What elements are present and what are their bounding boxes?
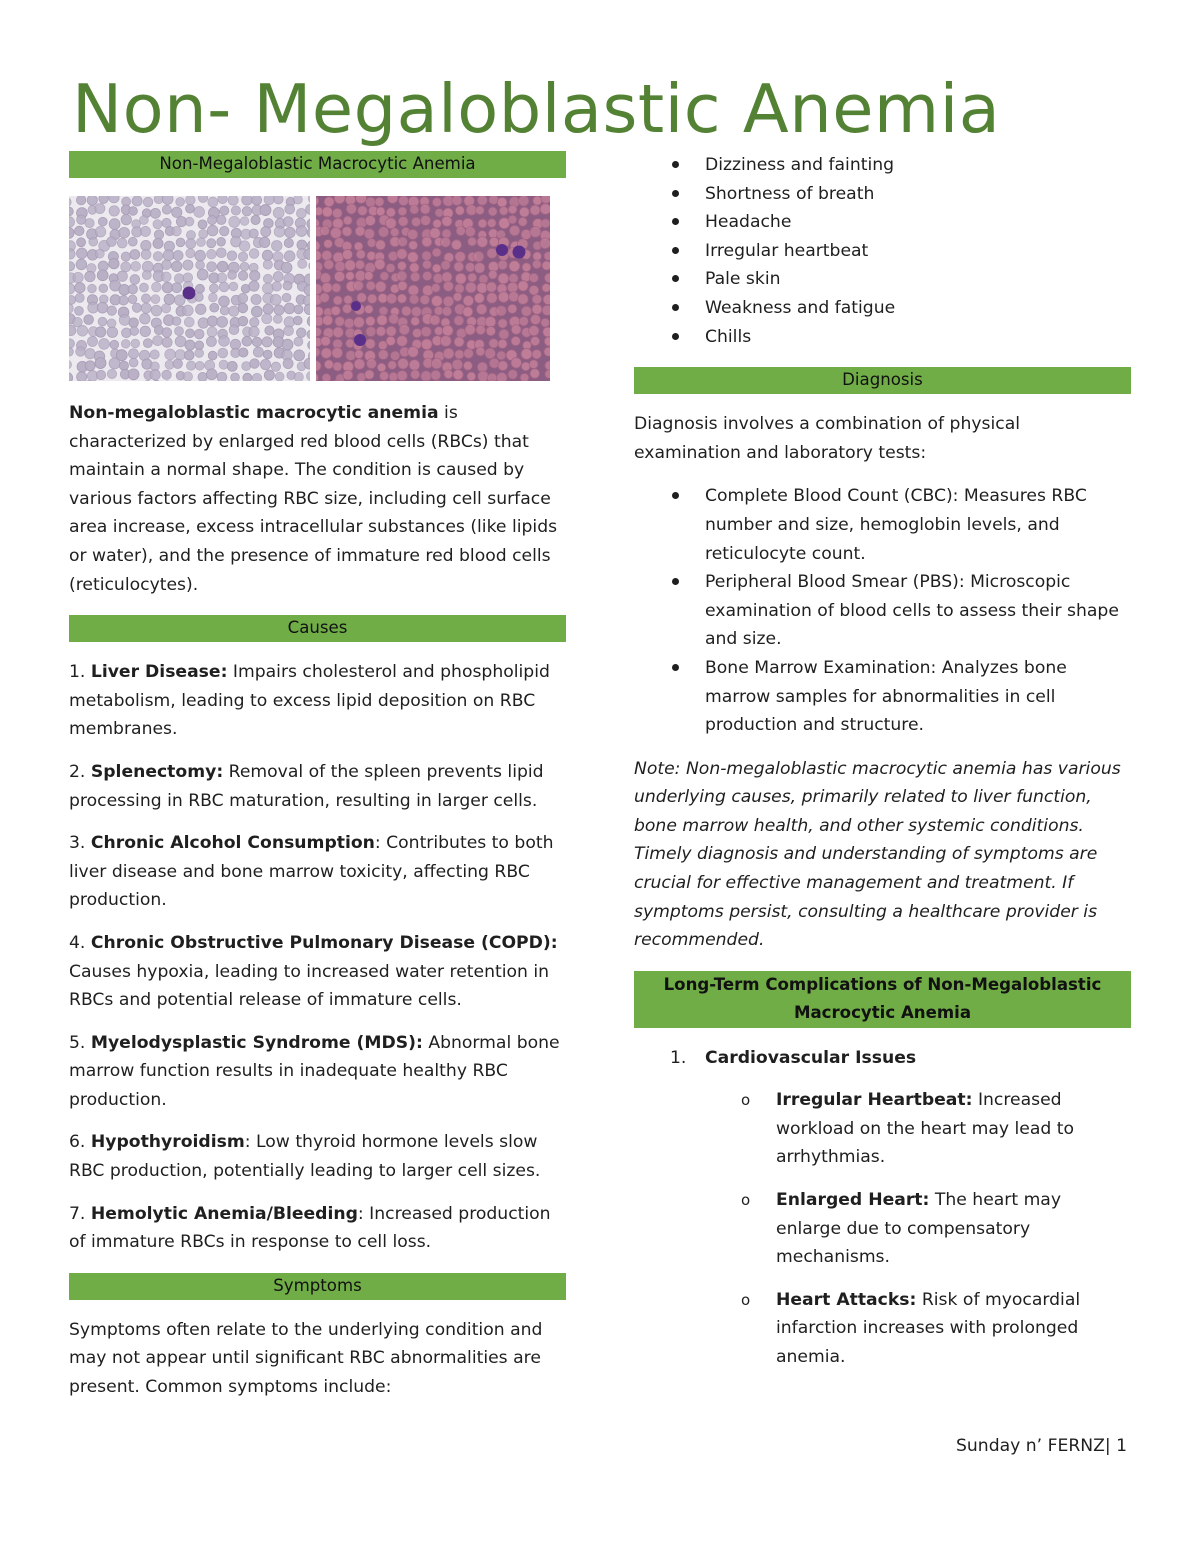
blood-smear-images [69,196,566,381]
cause-text: Abnormal bone marrow function results in inadequate healthy RBC production. [69,1032,560,1110]
section-header-symptoms: Symptoms [69,1273,566,1300]
section-header-diagnosis: Diagnosis [634,367,1131,394]
complication-text: Risk of myocardial infarction increases with prolonged anemia. [776,1289,1081,1367]
section-header-causes: Causes [69,615,566,642]
complication-group [634,1044,1131,1073]
causes-list [69,658,566,1257]
complication-item [634,1286,1131,1372]
complication-item [634,1186,1131,1272]
complication-group-title: Cardiovascular Issues [705,1047,917,1068]
symptoms-intro: Symptoms often relate to the underlying condition and may not appear until significant RBC abnormalities are present. Common symptoms include: [69,1319,543,1398]
left-column [69,151,566,1402]
cause-text: Impairs cholesterol and phospholipid metabolism, leading to excess lipid deposition on RBC membranes. [69,662,550,740]
cause-name: Splenectomy: [90,761,224,782]
complication-text: The heart may enlarge due to compensatory mechanisms. [776,1190,1062,1268]
symptom-item: Irregular heartbeat [634,237,1131,266]
circle-bullet-icon: o [741,1191,751,1210]
diagnosis-note: Note: Non-megaloblastic macrocytic anemia has various underlying causes, primarily related to liver function, bone marrow health, and other systemic conditions. Timely diagnosis and understanding of symptoms are crucial for effective management and treatment. If symptoms persist, consulting a healthcare provider is recommended. [634,758,1121,951]
cause-item: 3. Chronic Alcohol Consumption: Contributes to both liver disease and bone marrow toxicity, affecting RBC production. [69,833,554,911]
circle-bullet-icon: o [741,1290,751,1309]
complication-text: Increased workload on the heart may lead to arrhythmias. [776,1090,1075,1168]
diagnosis-intro: Diagnosis involves a combination of physical examination and laboratory tests: [634,414,1020,463]
cause-text: Removal of the spleen prevents lipid processing in RBC maturation, resulting in larger cells. [69,761,544,811]
cause-item: 6. Hypothyroidism: Low thyroid hormone levels slow RBC production, potentially leading to larger cell sizes. [69,1132,541,1182]
cause-item: 1. Liver Disease: Impairs cholesterol and phospholipid metabolism, leading to excess lipid deposition on RBC membranes. [69,662,550,740]
symptom-item: Weakness and fatigue [634,294,1131,323]
page-title: Non- Megaloblastic Anemia [72,70,1001,148]
symptom-item: Headache [634,208,1131,237]
cause-item: 2. Splenectomy: Removal of the spleen prevents lipid processing in RBC maturation, resulting in larger cells. [69,761,544,811]
cause-name: Chronic Alcohol Consumption [90,833,375,854]
cause-item: 4. Chronic Obstructive Pulmonary Disease (COPD): Causes hypoxia, leading to increased water retention in RBCs and potential release of immature cells. [69,932,558,1011]
overview-term: Non-megaloblastic macrocytic anemia [69,403,439,423]
cause-name: Liver Disease: [90,662,228,683]
complication-item [634,1086,1131,1172]
cause-name: Myelodysplastic Syndrome (MDS): [90,1032,423,1053]
section-header-complications: Long-Term Complications of Non-Megaloblastic Macrocytic Anemia [634,971,1131,1028]
overview-text: is characterized by enlarged red blood cells (RBCs) that maintain a normal shape. The condition is caused by various factors affecting RBC size, including cell surface area increase, excess intracellular substances (like lipids or water), and the presence of immature red blood cells (reticulocytes). [69,403,558,595]
overview-paragraph [69,399,566,599]
diagnosis-list [634,482,1131,739]
diagnosis-item: Complete Blood Count (CBC): Measures RBC number and size, hemoglobin levels, and reticulocyte count. [634,482,1131,568]
cause-item: 5. Myelodysplastic Syndrome (MDS): Abnormal bone marrow function results in inadequate healthy RBC production. [69,1032,560,1110]
cause-name: Hemolytic Anemia/Bleeding [90,1203,358,1224]
cause-text: Causes hypoxia, leading to increased water retention in RBCs and potential release of immature cells. [69,961,550,1011]
circle-bullet-icon: o [741,1091,751,1110]
complication-name: Heart Attacks: [776,1289,917,1310]
cause-name: Chronic Obstructive Pulmonary Disease (COPD): [90,932,558,953]
symptom-item: Pale skin [634,265,1131,294]
symptom-item: Chills [634,323,1131,352]
section-header-overview: Non-Megaloblastic Macrocytic Anemia [69,151,566,178]
cause-item: 7. Hemolytic Anemia/Bleeding: Increased production of immature RBCs in response to cell loss. [69,1203,551,1253]
cause-text: : Increased production of immature RBCs in response to cell loss. [69,1203,551,1253]
cause-text: : Contributes to both liver disease and bone marrow toxicity, affecting RBC production. [69,833,554,911]
cause-name: Hypothyroidism [90,1132,245,1153]
complication-name: Enlarged Heart: [776,1190,930,1211]
blood-smear-image-light [69,196,310,381]
cause-text: : Low thyroid hormone levels slow RBC production, potentially leading to larger cell sizes. [69,1132,541,1182]
symptom-list [634,151,1131,351]
page-footer: Sunday n’ FERNZ| 1 [956,1436,1128,1456]
diagnosis-item: Bone Marrow Examination: Analyzes bone marrow samples for abnormalities in cell production and structure. [634,654,1131,740]
complication-group-number: 1. [670,1047,687,1068]
right-column [634,151,1131,1372]
complication-name: Irregular Heartbeat: [776,1090,973,1111]
symptom-item: Shortness of breath [634,180,1131,209]
complication-list [634,1086,1131,1371]
blood-smear-image-dark [316,196,550,381]
diagnosis-item: Peripheral Blood Smear (PBS): Microscopic examination of blood cells to assess their shape and size. [634,568,1131,654]
symptom-item: Dizziness and fainting [634,151,1131,180]
